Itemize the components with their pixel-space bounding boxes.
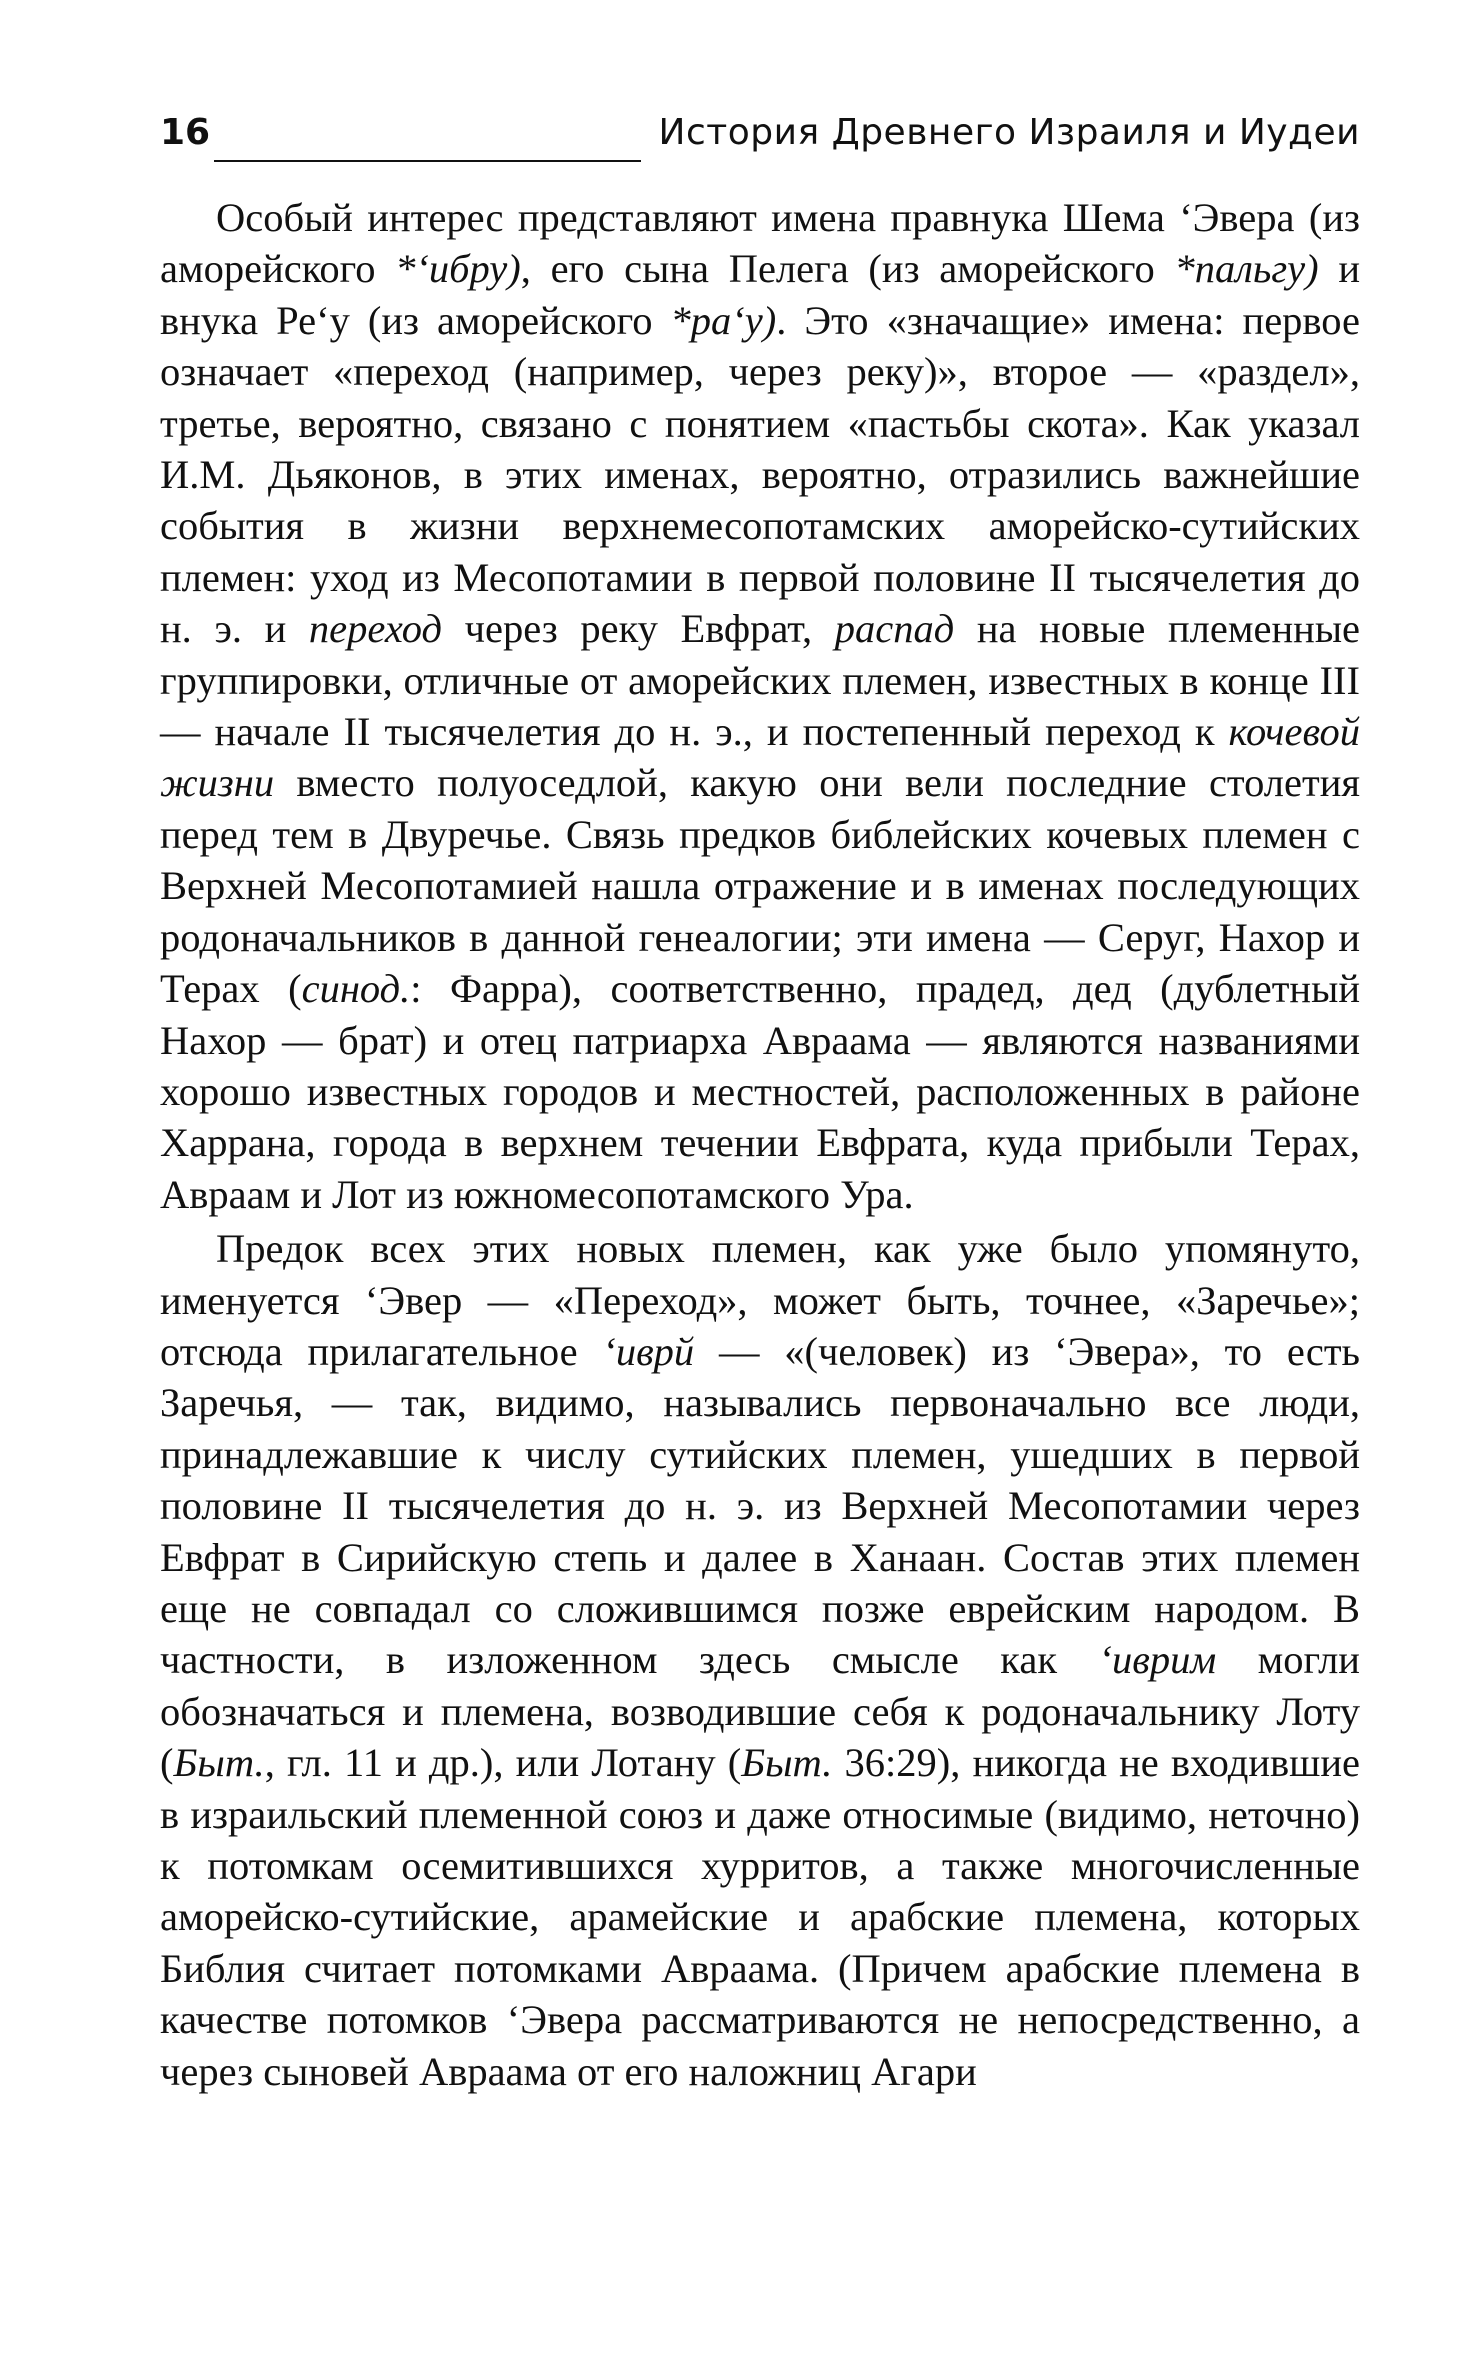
italic-term: распад bbox=[834, 606, 955, 652]
text-run: , гл. 11 и др.), или Лотану ( bbox=[264, 1740, 742, 1786]
italic-term: ‘иврим bbox=[1098, 1637, 1217, 1683]
text-run: , его сына Пелега (из аморейского bbox=[520, 246, 1175, 292]
running-head bbox=[160, 112, 1360, 172]
italic-term: синод. bbox=[301, 966, 411, 1012]
text-run: . Это «значащие» имена: первое означает «переход (например, через реку)», второе — «раздел», третье, вероятно, связано с понятием «пастьбы скота». Как указал И.М. Дьяконов, в этих именах, вероятно, отразились важнейшие события в жизни верхнемесопотамских аморейско-сутийских племен: уход из Месопотамии в первой половине II тысячелетия до н. э. и bbox=[160, 297, 1360, 652]
paragraph-1 bbox=[160, 192, 1360, 1220]
text-run: на новые племенные группировки, отличные от аморейских племен, известных в конце III — начале II тысячелетия до н. э., и постепенный переход к bbox=[160, 606, 1361, 755]
italic-term: *‘ибру) bbox=[395, 246, 521, 292]
text-run: через реку Евфрат, bbox=[442, 606, 835, 652]
italic-term: кочевой жизни bbox=[160, 709, 1360, 806]
text-run: Особый интерес представляют имена правнука Шема ‘Эвера (из аморейского bbox=[160, 195, 1360, 292]
running-title: История Древнего Израиля и Иудеи bbox=[658, 112, 1360, 153]
text-run: могли обозначаться и племена, возводившие себя к родоначальнику Лоту ( bbox=[160, 1637, 1360, 1786]
text-run: Предок всех этих новых племен, как уже было упомянуто, именуется ‘Эвер — «Переход», может быть, точнее, «Заречье»; отсюда прилагательное bbox=[160, 1226, 1360, 1374]
text-run: 36:29), никогда не входившие в израильский племенной союз и даже относимые (видимо, неточно) к потомкам осемитившихся хурритов, а также многочисленные аморейско-сутийские, арамейские и арабские племена, которых Библия считает потомками Авраама. (Причем арабские племена в качестве потомков ‘Эвера рассматриваются не непосредственно, а через сыновей Авраама от его наложниц Агари bbox=[160, 1740, 1360, 2094]
book-page bbox=[160, 112, 1360, 2097]
text-run: вместо полуоседлой, какую они вели последние столетия перед тем в Двуречье. Связь предков библейских кочевых племен с Верхней Месопотамией нашла отражение и в именах последующих родоначальников в данной генеалогии; эти имена — Серуг, Нахор и Терах ( bbox=[160, 760, 1360, 1012]
italic-term: *пальгу) bbox=[1174, 246, 1319, 292]
italic-term: *ра‘у) bbox=[670, 297, 777, 343]
page-number: 16 bbox=[160, 112, 211, 153]
italic-term: Быт. bbox=[741, 1740, 833, 1786]
italic-term: переход bbox=[308, 606, 442, 652]
text-run: — «(человек) из ‘Эвера», то есть Заречья, — так, видимо, назывались первоначально все люди, принадлежавшие к числу сутийских племен, ушедших в первой половине II тысячелетия до н. э. из Верхней Месопотамии через Евфрат в Сирийскую степь и далее в Ханаан. Состав этих племен еще не совпадал со сложившимся позже еврейским народом. В частности, в изложенном здесь смысле как bbox=[160, 1328, 1360, 1683]
text-run: : Фарра), соответственно, прадед, дед (дублетный Нахор — брат) и отец патриарха Авраама — являются названиями хорошо известных городов и местностей, расположенных в районе Харрана, города в верхнем течении Евфрата, куда прибыли Терах, Авраам и Лот из южномесопотамского Ура. bbox=[160, 966, 1360, 1217]
italic-term: Быт. bbox=[173, 1740, 265, 1786]
header-rule bbox=[214, 160, 641, 162]
text-run: и внука Ре‘у (из аморейского bbox=[160, 246, 1360, 343]
paragraph-2 bbox=[160, 1223, 1360, 2097]
italic-term: ‘иврй bbox=[602, 1328, 695, 1374]
body-text bbox=[160, 192, 1360, 2097]
